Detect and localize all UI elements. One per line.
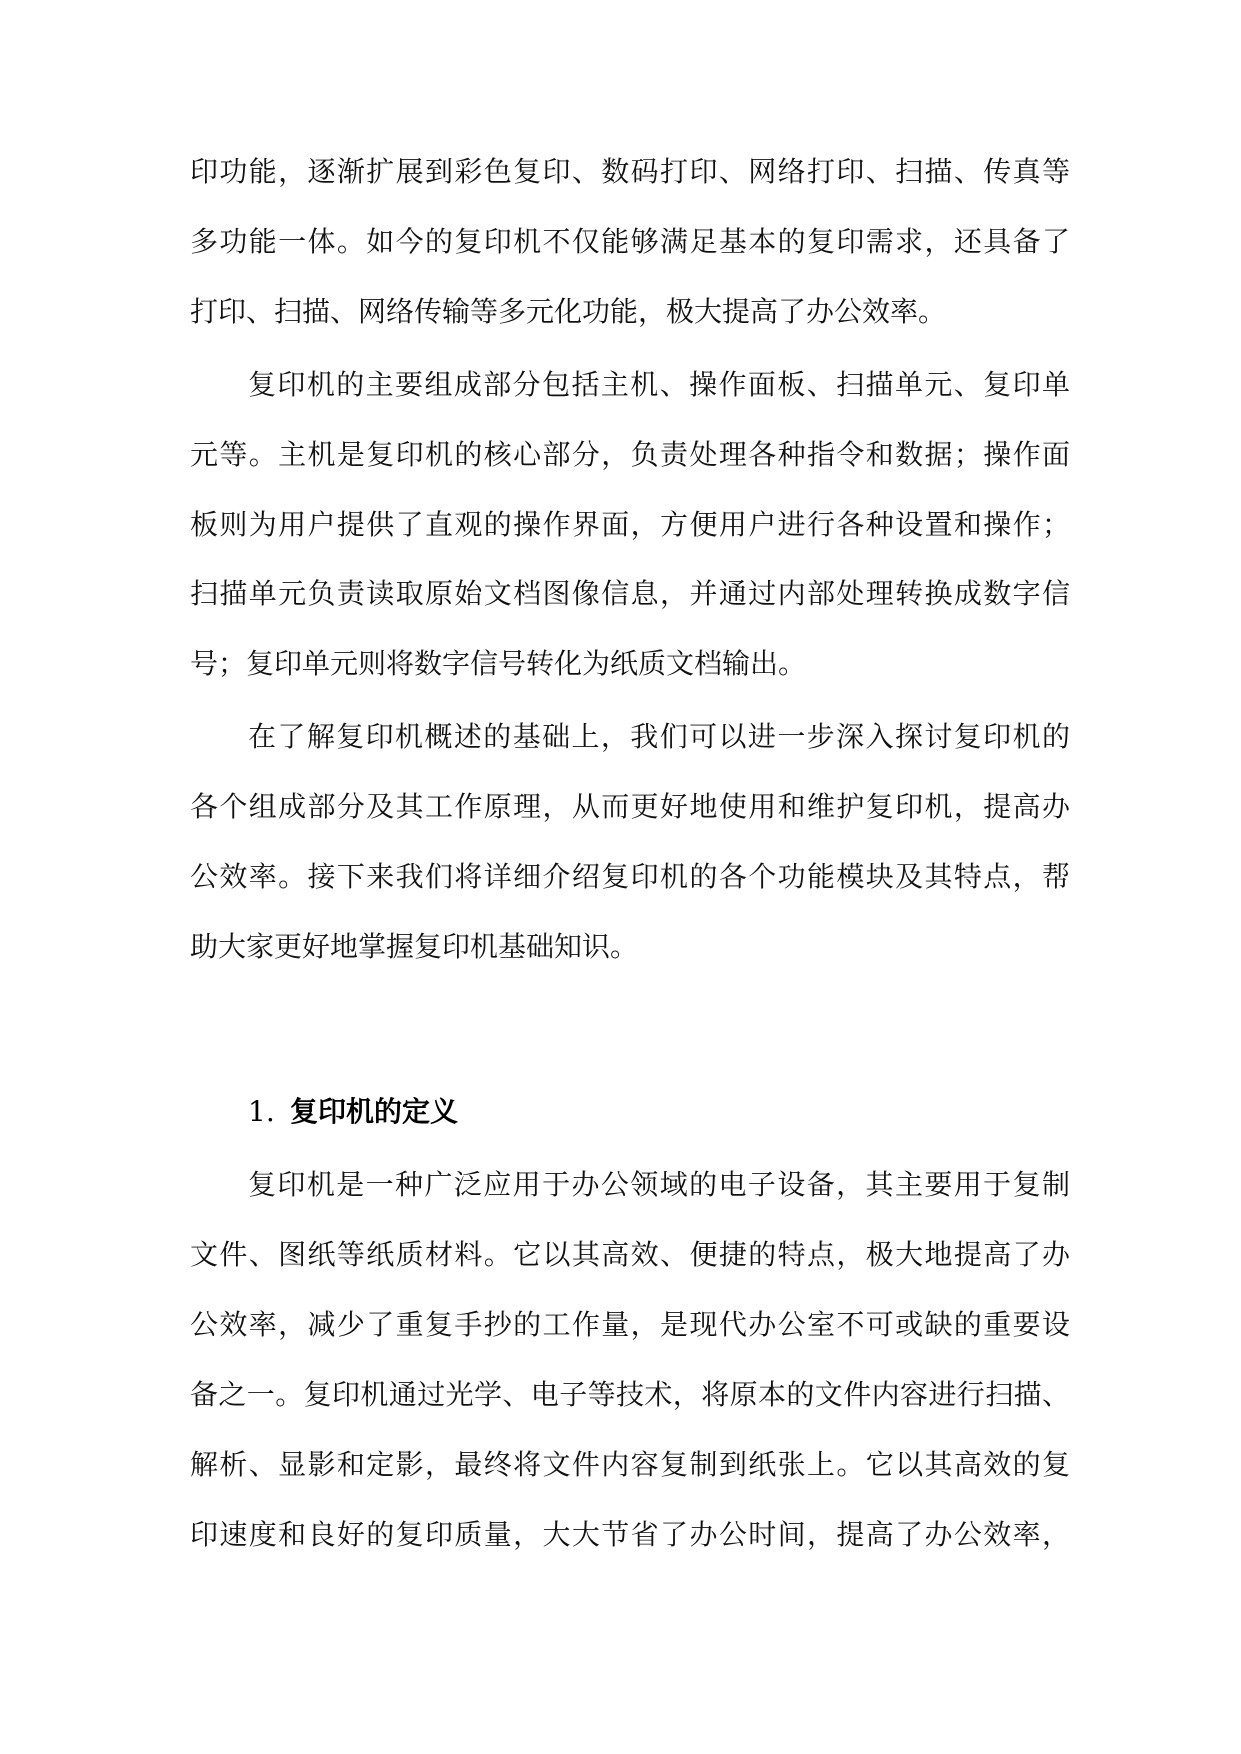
paragraph-2-line-4: 扫描单元负责读取原始文档图像信息，并通过内部处理转换成数字信 xyxy=(190,577,1070,610)
paragraph-4-line-1: 复印机是一种广泛应用于办公领域的电子设备，其主要用于复制 xyxy=(248,1168,1070,1201)
paragraph-4-line-4: 备之一。复印机通过光学、电子等技术，将原本的文件内容进行扫描、 xyxy=(190,1378,1070,1411)
paragraph-3-line-3: 公效率。接下来我们将详细介绍复印机的各个功能模块及其特点，帮 xyxy=(190,860,1070,893)
paragraph-4-line-5: 解析、显影和定影，最终将文件内容复制到纸张上。它以其高效的复 xyxy=(190,1448,1070,1481)
paragraph-4-line-6: 印速度和良好的复印质量，大大节省了办公时间，提高了办公效率， xyxy=(190,1518,1070,1551)
section-title: 复印机的定义 xyxy=(290,1095,459,1128)
paragraph-4-line-3: 公效率，减少了重复手抄的工作量，是现代办公室不可或缺的重要设 xyxy=(190,1308,1070,1341)
paragraph-4-line-2: 文件、图纸等纸质材料。它以其高效、便捷的特点，极大地提高了办 xyxy=(190,1238,1070,1271)
paragraph-3-line-2: 各个组成部分及其工作原理，从而更好地使用和维护复印机，提高办 xyxy=(190,790,1070,823)
paragraph-1-line-2: 多功能一体。如今的复印机不仅能够满足基本的复印需求，还具备了 xyxy=(190,225,1070,258)
section-heading xyxy=(248,1092,458,1132)
paragraph-1-line-3: 打印、扫描、网络传输等多元化功能，极大提高了办公效率。 xyxy=(190,295,947,328)
section-number: 1. xyxy=(248,1095,275,1128)
paragraph-3-line-1: 在了解复印机概述的基础上，我们可以进一步深入探讨复印机的 xyxy=(248,720,1070,753)
paragraph-2-line-2: 元等。主机是复印机的核心部分，负责处理各种指令和数据；操作面 xyxy=(190,438,1070,471)
paragraph-2-line-3: 板则为用户提供了直观的操作界面，方便用户进行各种设置和操作； xyxy=(190,508,1070,541)
paragraph-1-line-1: 印功能，逐渐扩展到彩色复印、数码打印、网络打印、扫描、传真等 xyxy=(190,155,1070,188)
paragraph-3-line-4: 助大家更好地掌握复印机基础知识。 xyxy=(190,930,639,963)
paragraph-2-line-5: 号；复印单元则将数字信号转化为纸质文档输出。 xyxy=(190,647,807,680)
paragraph-2-line-1: 复印机的主要组成部分包括主机、操作面板、扫描单元、复印单 xyxy=(248,368,1070,401)
